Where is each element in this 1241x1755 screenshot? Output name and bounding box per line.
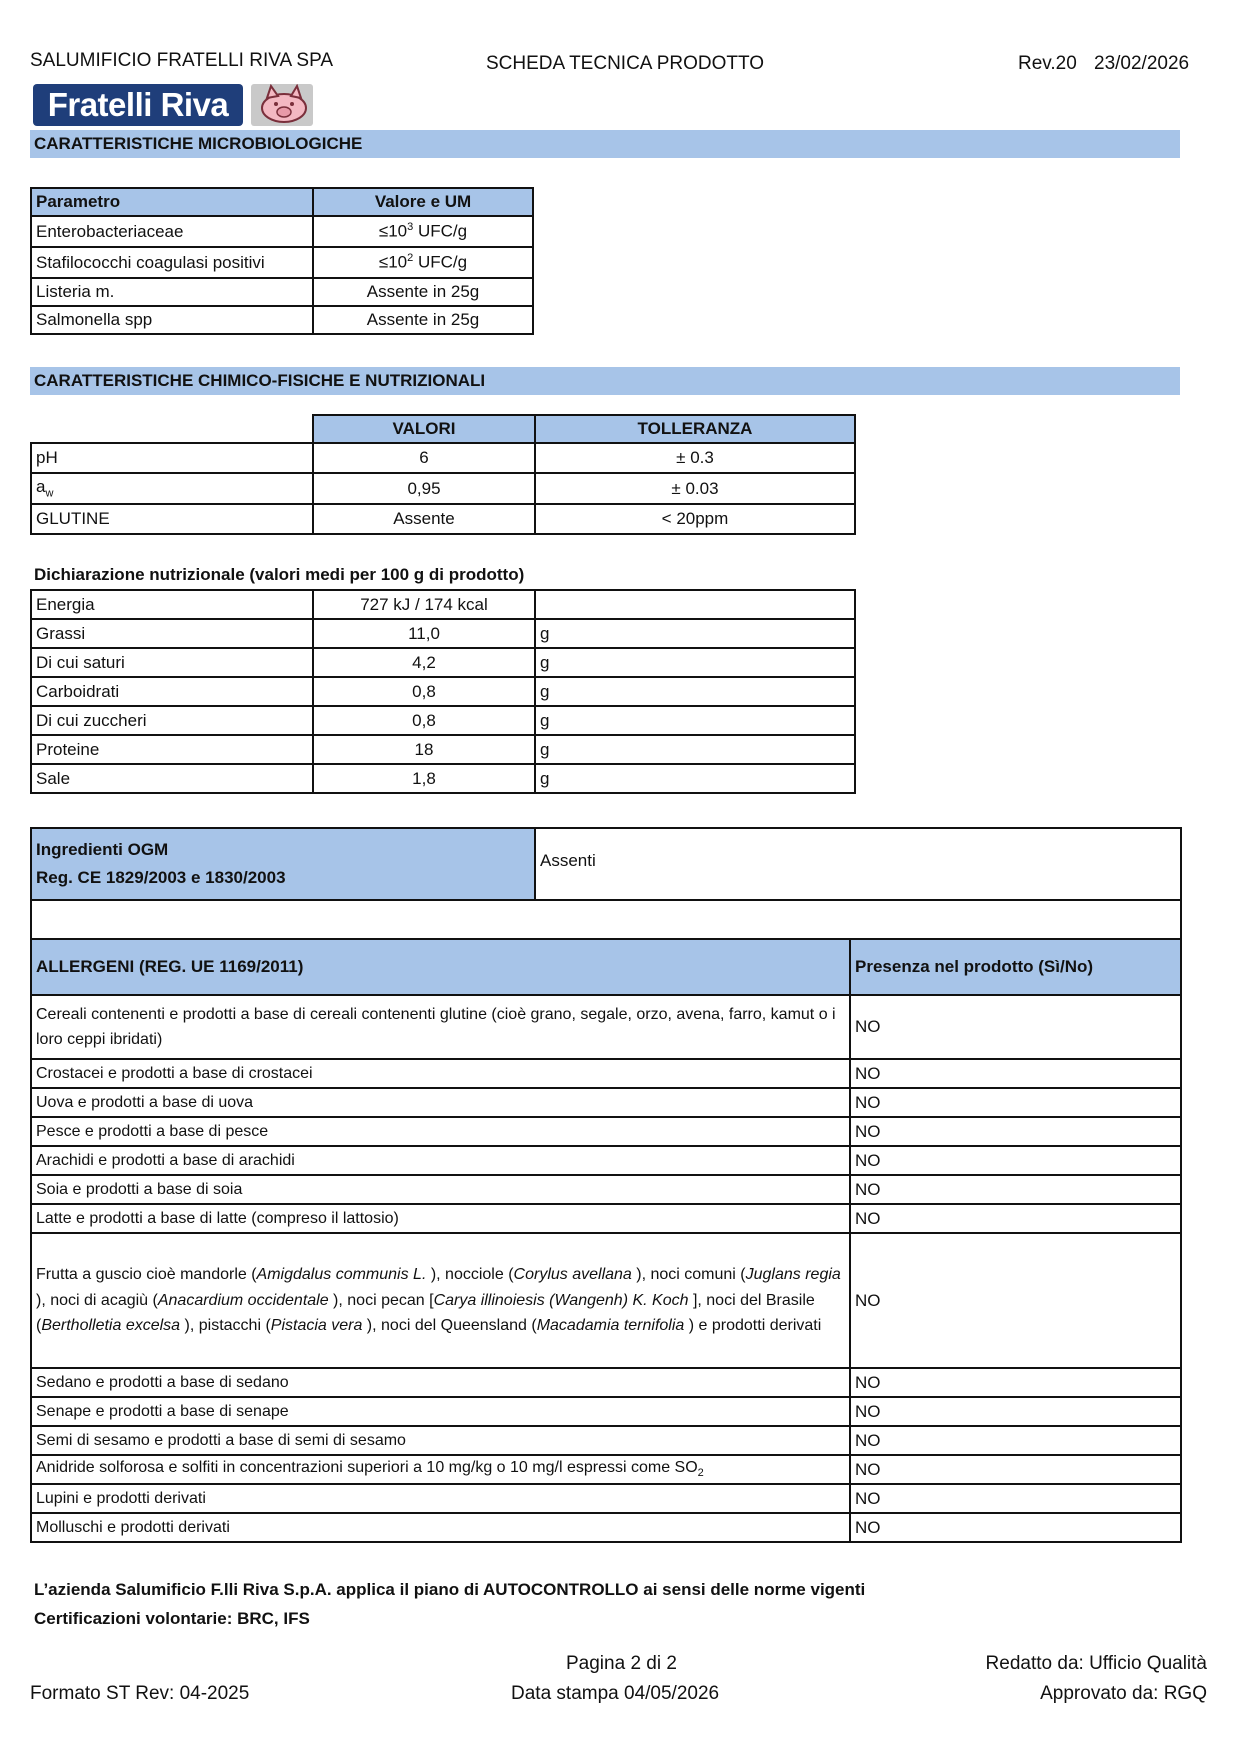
chem-value: Assente	[313, 504, 535, 534]
nuts-latin: Carya illinoiesis (Wangenh) K. Koch	[433, 1291, 689, 1309]
nutrient-value: 727 kJ / 174 kcal	[313, 590, 535, 619]
table-row	[31, 648, 855, 677]
micro-value-base: ≤10	[378, 221, 408, 241]
nuts-latin: Amigdalus communis L.	[256, 1266, 427, 1284]
nutrient-name: Proteine	[31, 735, 313, 764]
table-row	[31, 278, 533, 306]
allergen-name: Senape e prodotti a base di senape	[31, 1397, 850, 1426]
micro-value-unit: UFC/g	[413, 252, 468, 272]
allergen-name: Semi di sesamo e prodotti a base di semi di sesamo	[31, 1426, 850, 1455]
table-row	[31, 1204, 1181, 1233]
nutrient-value: 4,2	[313, 648, 535, 677]
micro-value-exp: 2	[407, 252, 414, 265]
allergen-presence: NO	[850, 1175, 1181, 1204]
nutrient-name: Sale	[31, 764, 313, 793]
allergen-presence: NO	[850, 1455, 1181, 1484]
allergen-presence: NO	[850, 1368, 1181, 1397]
spacer-row	[31, 900, 1181, 939]
allergen-name: Cereali contenenti e prodotti a base di cereali contenenti glutine (cioè grano, segale, orzo, avena, farro, kamut o i loro ceppi ibridati)	[31, 995, 850, 1059]
micro-col-param: Parametro	[31, 188, 313, 216]
format-revision: Formato ST Rev: 04-2025	[30, 1683, 250, 1704]
nuts-text: ], noci del Brasile (	[36, 1291, 815, 1335]
micro-param: Listeria m.	[31, 278, 313, 306]
chem-header-row	[31, 415, 855, 443]
allergen-name: Soia e prodotti a base di soia	[31, 1175, 850, 1204]
company-name: SALUMIFICIO FRATELLI RIVA SPA	[30, 50, 334, 71]
ogm-label-line2: Reg. CE 1829/2003 e 1830/2003	[36, 868, 286, 887]
allergen-name: Uova e prodotti a base di uova	[31, 1088, 850, 1117]
allergen-presence: NO	[850, 1484, 1181, 1513]
revision-date: 23/02/2026	[1094, 53, 1190, 74]
print-date: Data stampa 04/05/2026	[511, 1683, 720, 1704]
table-row	[31, 504, 855, 534]
nuts-text: ), noci pecan [	[328, 1291, 434, 1309]
allergen-name-text: Anidride solforosa e solfiti in concentrazioni superiori a 10 mg/kg o 10 mg/l espressi come SO	[36, 1459, 698, 1477]
allergen-name: Latte e prodotti a base di latte (compreso il lattosio)	[31, 1204, 850, 1233]
table-row	[31, 764, 855, 793]
allergen-presence: NO	[850, 995, 1181, 1059]
chem-tolerance: ± 0.03	[535, 473, 855, 504]
micro-header-row	[31, 188, 533, 216]
table-row	[31, 1175, 1181, 1204]
ogm-label-line1: Ingredienti OGM	[36, 840, 169, 859]
micro-param: Salmonella spp	[31, 306, 313, 334]
nutrient-unit: g	[535, 764, 855, 793]
allergen-name: Lupini e prodotti derivati	[31, 1484, 850, 1513]
table-row	[31, 216, 533, 247]
spacer-cell	[31, 900, 1181, 939]
allergen-presence: NO	[850, 1513, 1181, 1542]
nuts-text: ), noci di acagiù (	[36, 1291, 158, 1309]
nutrient-unit: g	[535, 735, 855, 764]
micro-table	[30, 187, 534, 335]
revision-label: Rev.20	[1018, 53, 1077, 74]
nutrient-name: Di cui saturi	[31, 648, 313, 677]
allergen-presence: NO	[850, 1233, 1181, 1368]
chem-table	[30, 414, 856, 535]
allergen-name	[31, 1455, 850, 1484]
allergen-name: Pesce e prodotti a base di pesce	[31, 1117, 850, 1146]
nuts-latin: Anacardium occidentale	[157, 1291, 329, 1309]
allergen-table	[30, 938, 1182, 1543]
nutrient-unit: g	[535, 706, 855, 735]
nutrient-value: 1,8	[313, 764, 535, 793]
nuts-latin: Macadamia ternifolia	[536, 1317, 685, 1335]
nutrient-value: 11,0	[313, 619, 535, 648]
approved-by: Approvato da: RGQ	[1040, 1683, 1207, 1704]
table-row	[31, 1426, 1181, 1455]
table-row	[31, 1513, 1181, 1542]
nutrient-unit: g	[535, 648, 855, 677]
table-row	[31, 473, 855, 504]
nuts-latin: Bertholletia excelsa	[41, 1317, 181, 1335]
nutrient-unit: g	[535, 677, 855, 706]
table-row	[31, 995, 1181, 1059]
micro-value: Assente in 25g	[313, 306, 533, 334]
autocontrol-statement: L’azienda Salumificio F.lli Riva S.p.A. applica il piano di AUTOCONTROLLO ai sensi delle norme vigenti	[34, 1580, 866, 1599]
nutrient-unit: g	[535, 619, 855, 648]
allergen-name: Crostacei e prodotti a base di crostacei	[31, 1059, 850, 1088]
nuts-latin: Pistacia vera	[270, 1317, 363, 1335]
micro-param: Enterobacteriaceae	[31, 216, 313, 247]
micro-value	[313, 247, 533, 278]
nuts-text: ), noci del Queensland (	[362, 1317, 537, 1335]
allergen-presence: NO	[850, 1397, 1181, 1426]
nuts-latin: Juglans regia	[745, 1266, 841, 1284]
chem-header-empty	[31, 415, 313, 443]
chem-param: GLUTINE	[31, 504, 313, 534]
ogm-table	[30, 827, 1182, 940]
allergen-col-presence: Presenza nel prodotto (Sì/No)	[850, 939, 1181, 995]
table-row	[31, 1397, 1181, 1426]
table-row	[31, 1117, 1181, 1146]
chem-param	[31, 473, 313, 504]
micro-col-value: Valore e UM	[313, 188, 533, 216]
nutrient-value: 0,8	[313, 677, 535, 706]
page-number: Pagina 2 di 2	[566, 1653, 677, 1674]
table-row	[31, 1088, 1181, 1117]
nutrition-title: Dichiarazione nutrizionale (valori medi per 100 g di prodotto)	[34, 565, 525, 584]
chem-value: 0,95	[313, 473, 535, 504]
nutrient-name: Di cui zuccheri	[31, 706, 313, 735]
nuts-text: ), pistacchi (	[180, 1317, 271, 1335]
section-microbiological: CARATTERISTICHE MICROBIOLOGICHE	[30, 130, 1180, 158]
so2-subscript: 2	[697, 1467, 704, 1480]
allergen-presence: NO	[850, 1088, 1181, 1117]
allergen-presence: NO	[850, 1117, 1181, 1146]
allergen-name: Arachidi e prodotti a base di arachidi	[31, 1146, 850, 1175]
chem-tolerance: ± 0.3	[535, 443, 855, 473]
ogm-row	[31, 828, 1181, 900]
micro-value-unit: UFC/g	[413, 221, 468, 241]
allergen-presence: NO	[850, 1059, 1181, 1088]
allergen-name: Molluschi e prodotti derivati	[31, 1513, 850, 1542]
chem-value: 6	[313, 443, 535, 473]
allergen-name: Sedano e prodotti a base di sedano	[31, 1368, 850, 1397]
certifications: Certificazioni volontarie: BRC, IFS	[34, 1609, 310, 1628]
nuts-latin: Corylus avellana	[513, 1266, 632, 1284]
document-title: SCHEDA TECNICA PRODOTTO	[486, 53, 765, 74]
ogm-label	[31, 828, 535, 900]
micro-value-base: ≤10	[378, 252, 408, 272]
nutrient-name: Grassi	[31, 619, 313, 648]
logo-text: Fratelli Riva	[47, 86, 229, 123]
chem-col-tolerance: TOLLERANZA	[535, 415, 855, 443]
micro-value-exp: 3	[407, 221, 414, 234]
table-row	[31, 706, 855, 735]
nuts-text: ), nocciole (	[426, 1266, 514, 1284]
table-row	[31, 1484, 1181, 1513]
nutrient-value: 18	[313, 735, 535, 764]
chem-col-values: VALORI	[313, 415, 535, 443]
table-row	[31, 443, 855, 473]
table-row	[31, 590, 855, 619]
table-row	[31, 247, 533, 278]
table-row	[31, 735, 855, 764]
chem-param-base: a	[36, 477, 46, 497]
table-row	[31, 1368, 1181, 1397]
nutrient-name: Energia	[31, 590, 313, 619]
allergen-col-title: ALLERGENI (REG. UE 1169/2011)	[31, 939, 850, 995]
table-row	[31, 677, 855, 706]
allergen-presence: NO	[850, 1204, 1181, 1233]
table-row	[31, 1059, 1181, 1088]
nutrient-unit	[535, 590, 855, 619]
allergen-presence: NO	[850, 1426, 1181, 1455]
company-logo	[33, 84, 243, 126]
table-row	[31, 1233, 1181, 1368]
nuts-text: Frutta a guscio cioè mandorle (	[36, 1266, 257, 1284]
pig-logo-icon	[251, 84, 313, 126]
table-row	[31, 1455, 1181, 1484]
ogm-value: Assenti	[535, 828, 1181, 900]
allergen-presence: NO	[850, 1146, 1181, 1175]
allergen-name	[31, 1233, 850, 1368]
section-chemical: CARATTERISTICHE CHIMICO-FISICHE E NUTRIZIONALI	[30, 367, 1180, 395]
micro-param: Stafilococchi coagulasi positivi	[31, 247, 313, 278]
chem-param-sub: w	[45, 487, 54, 500]
table-row	[31, 619, 855, 648]
table-row	[31, 1146, 1181, 1175]
allergen-header-row	[31, 939, 1181, 995]
nuts-text: ), noci comuni (	[631, 1266, 746, 1284]
micro-value	[313, 216, 533, 247]
nutrient-name: Carboidrati	[31, 677, 313, 706]
drafted-by: Redatto da: Ufficio Qualità	[985, 1653, 1207, 1674]
nutrient-value: 0,8	[313, 706, 535, 735]
chem-tolerance: < 20ppm	[535, 504, 855, 534]
chem-param: pH	[31, 443, 313, 473]
micro-value: Assente in 25g	[313, 278, 533, 306]
nuts-text: ) e prodotti derivati	[684, 1317, 822, 1335]
nutrition-table	[30, 589, 856, 794]
table-row	[31, 306, 533, 334]
